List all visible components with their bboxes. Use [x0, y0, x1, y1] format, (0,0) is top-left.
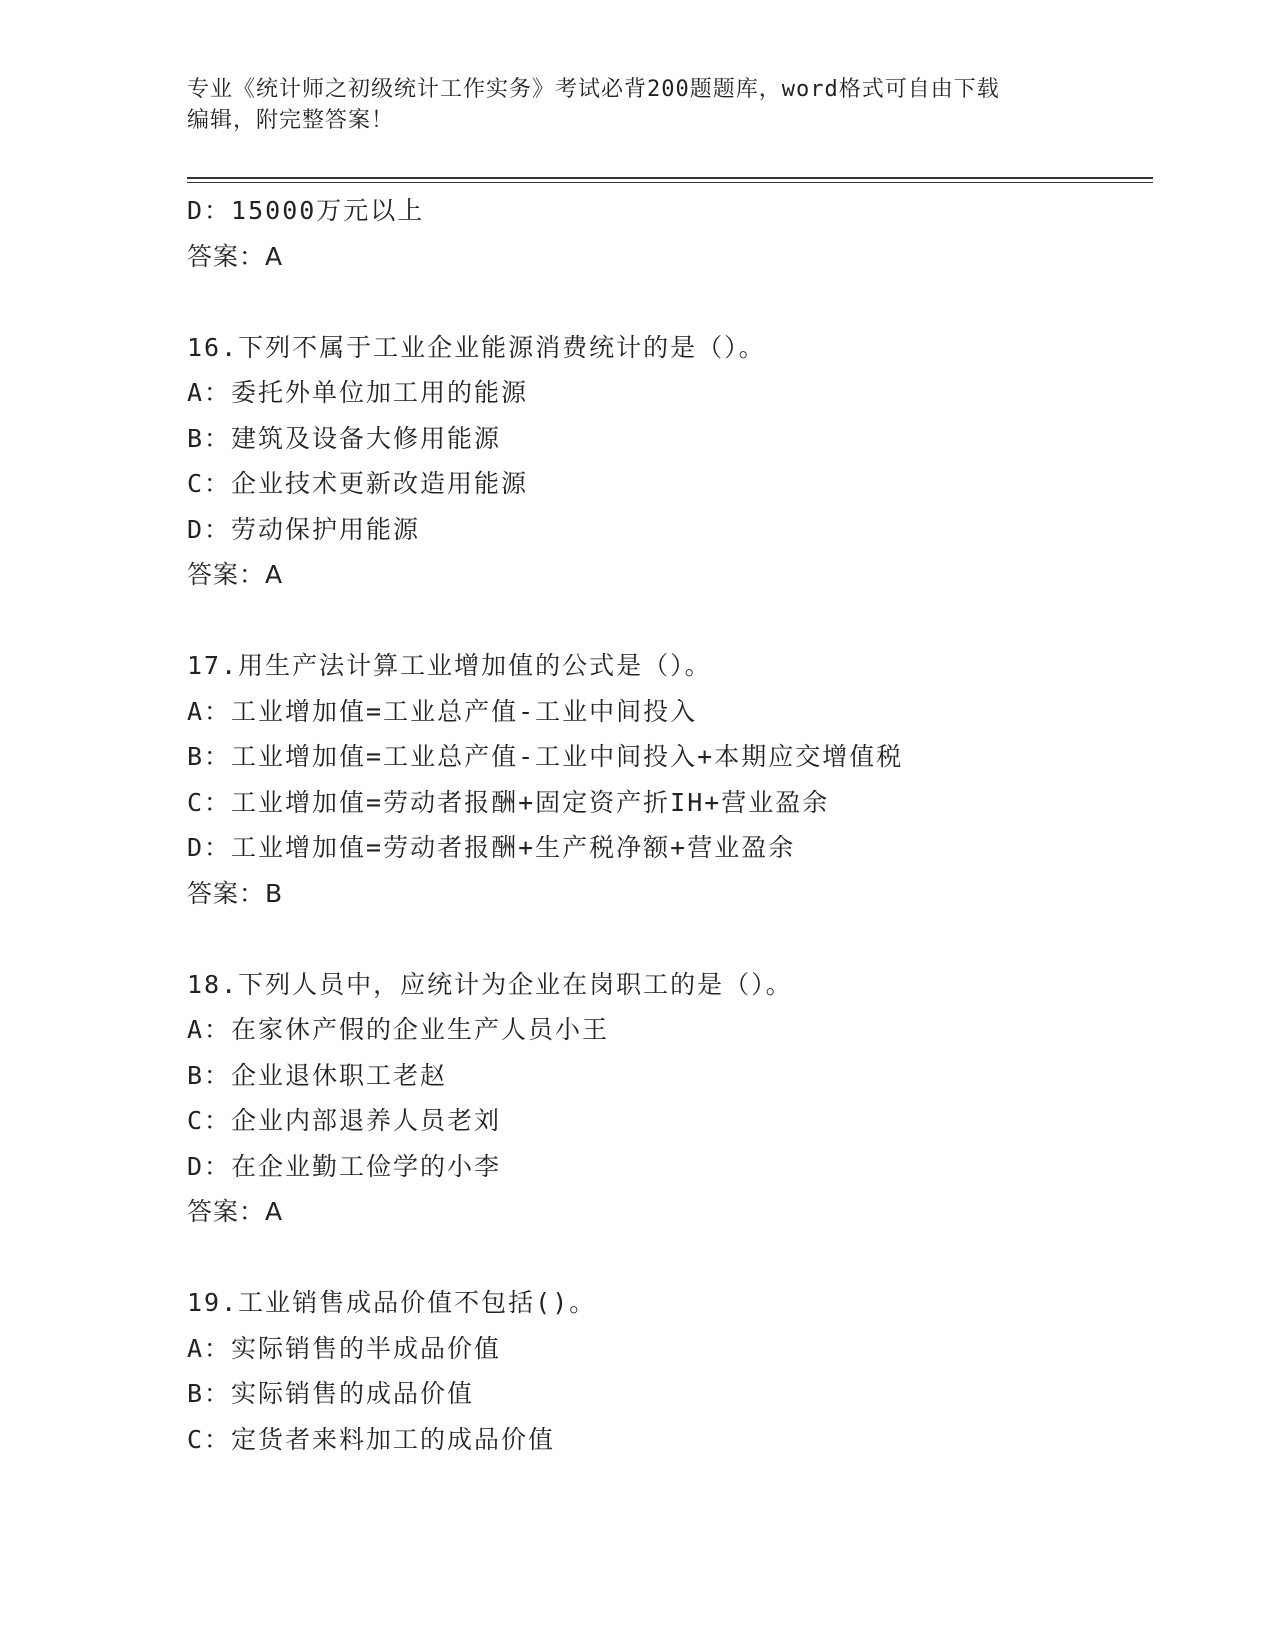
- spacer: [187, 598, 1147, 644]
- header-divider-thin: [187, 182, 1153, 183]
- question-block: [187, 325, 1147, 598]
- option-c: C：企业内部退养人员老刘: [187, 1106, 502, 1135]
- spacer: [187, 1235, 1147, 1281]
- option-c: C：工业增加值=劳动者报酬+固定资产折IH+营业盈余: [187, 787, 830, 817]
- question-block: [187, 643, 1147, 916]
- question-stem: 17.用生产法计算工业增加值的公式是（）。: [187, 651, 712, 680]
- option-d: D：在企业勤工俭学的小李: [187, 1151, 502, 1181]
- answer: 答案：A: [187, 560, 284, 589]
- answer: 答案：A: [187, 241, 284, 271]
- option-b: B：企业退休职工老赵: [187, 1060, 448, 1090]
- header-divider-thick: [187, 177, 1153, 179]
- option-b: B：工业增加值=工业总产值-工业中间投入+本期应交增值税: [187, 742, 904, 771]
- header-line-2: 编辑，附完整答案！: [187, 108, 395, 133]
- option-d: D：工业增加值=劳动者报酬+生产税净额+营业盈余: [187, 833, 796, 862]
- option-a: A：在家休产假的企业生产人员小王: [187, 1015, 610, 1044]
- spacer: [187, 916, 1147, 962]
- option-b: B：实际销售的成品价值: [187, 1379, 475, 1408]
- option-c: C：定货者来料加工的成品价值: [187, 1424, 556, 1454]
- question-stem: 19.工业销售成品价值不包括()。: [187, 1288, 597, 1317]
- answer: 答案：B: [187, 878, 284, 908]
- option-d: D：劳动保护用能源: [187, 514, 421, 544]
- option-a: A：工业增加值=工业总产值-工业中间投入: [187, 696, 698, 726]
- document-header: [187, 74, 1087, 136]
- question-list: [187, 188, 1147, 1462]
- spacer: [187, 279, 1147, 325]
- option-c: C：企业技术更新改造用能源: [187, 469, 529, 498]
- option-a: A：实际销售的半成品价值: [187, 1333, 502, 1363]
- answer: 答案：A: [187, 1197, 284, 1226]
- question-block: [187, 1280, 1147, 1462]
- header-line-1: 专业《统计师之初级统计工作实务》考试必背200题题库，word格式可自由下载: [187, 77, 1000, 102]
- option-b: B：建筑及设备大修用能源: [187, 423, 502, 453]
- option-a: A：委托外单位加工用的能源: [187, 378, 529, 407]
- question-block: [187, 962, 1147, 1235]
- question-stem: 18.下列人员中，应统计为企业在岗职工的是（）。: [187, 969, 793, 999]
- question-stem: 16.下列不属于工业企业能源消费统计的是（）。: [187, 332, 766, 362]
- option-d: D：15000万元以上: [187, 196, 425, 225]
